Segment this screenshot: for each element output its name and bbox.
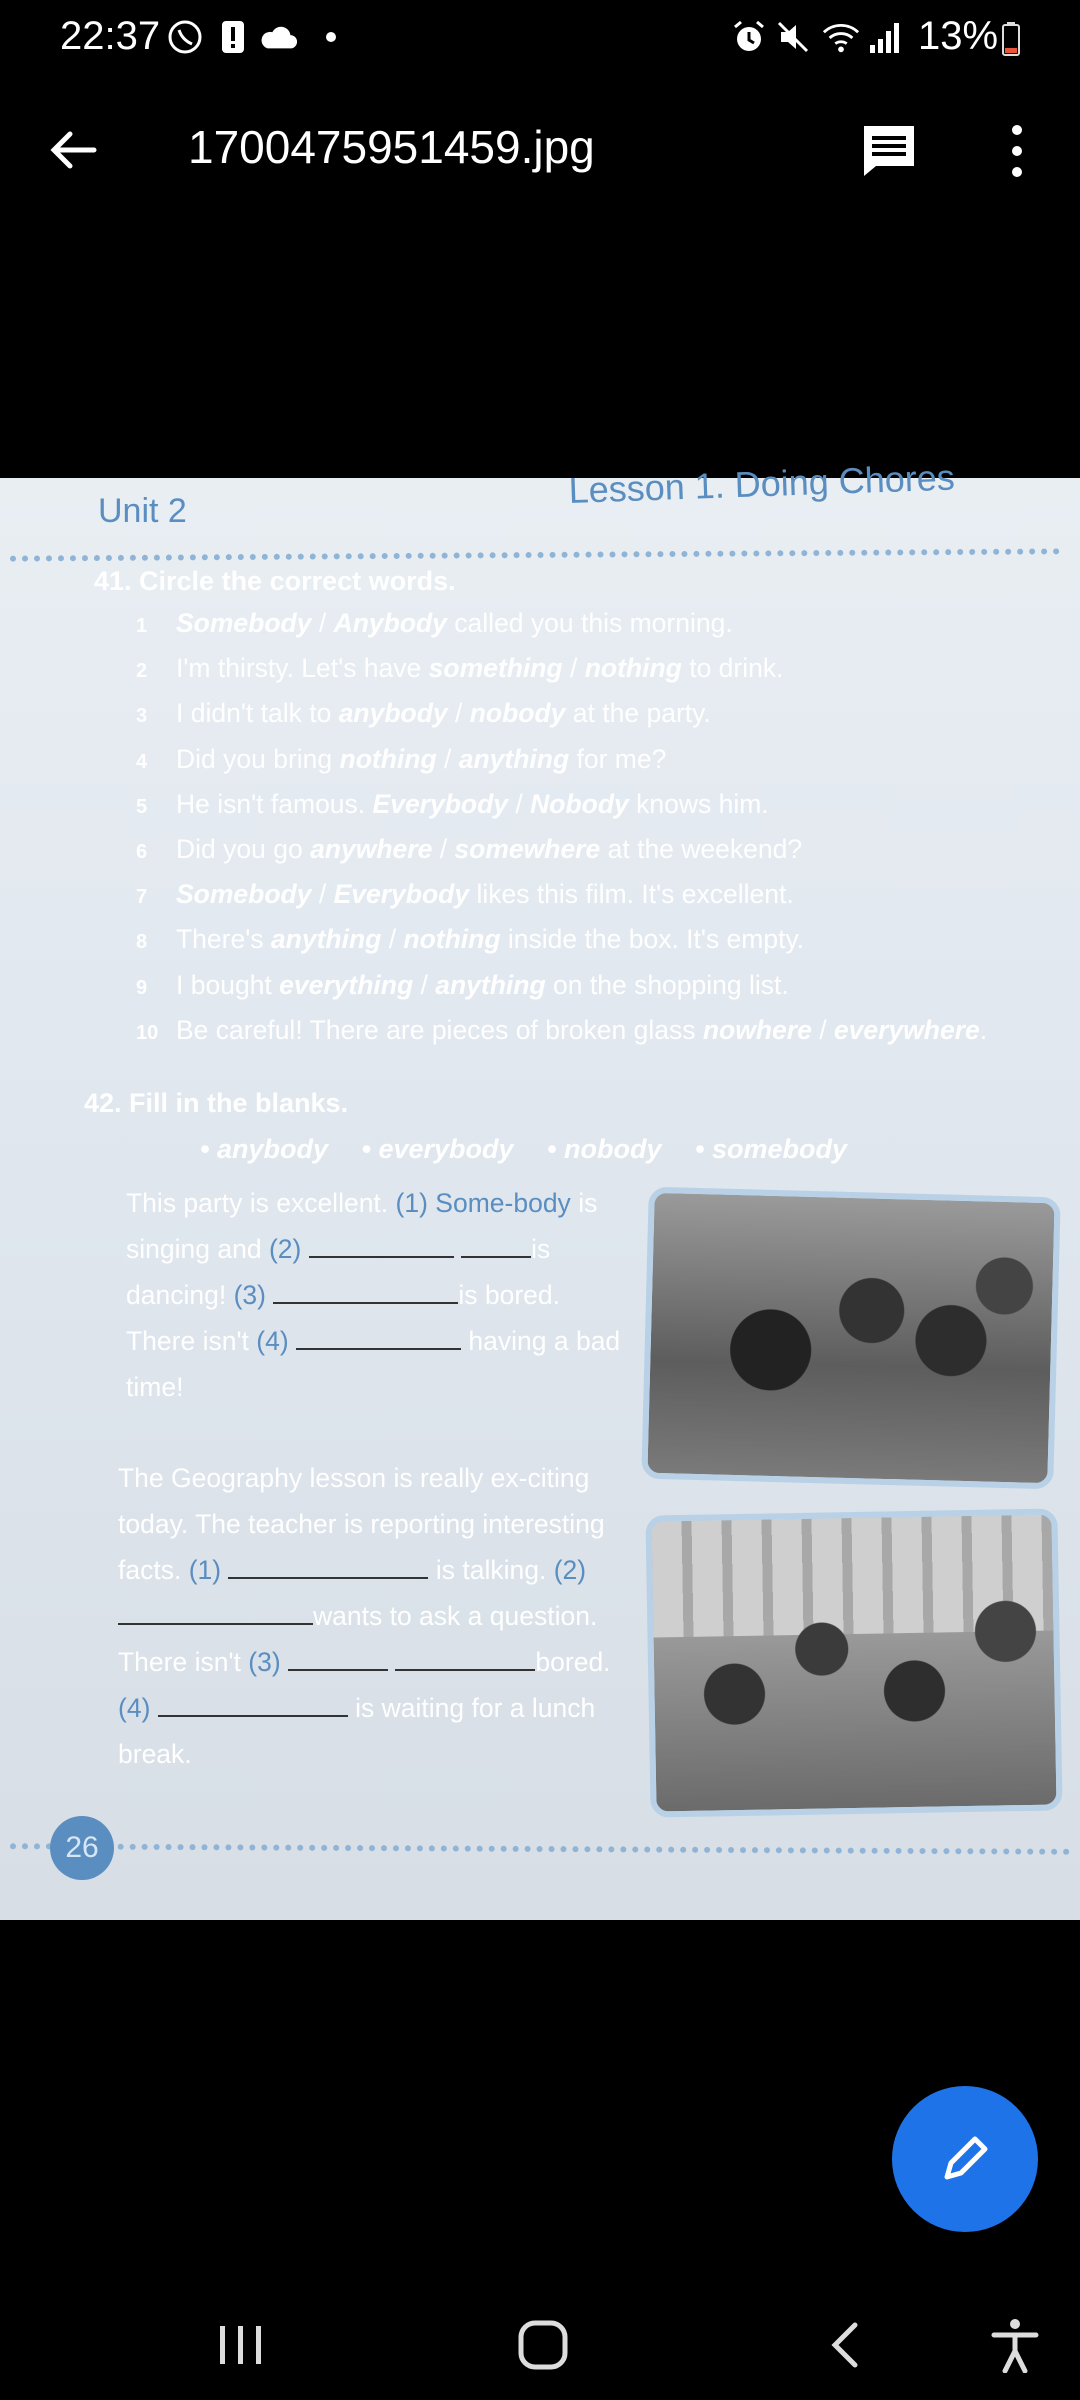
item-text: to drink. (681, 653, 784, 684)
slash: / (562, 653, 585, 684)
exercise-41-item (136, 789, 1016, 834)
blank-line (118, 1601, 313, 1625)
text: is waiting for a lunch break. (118, 1693, 596, 1769)
mute-icon (774, 18, 812, 56)
choice-b[interactable]: Everybody (333, 879, 470, 910)
more-options-icon[interactable] (1000, 120, 1034, 182)
dot-icon (312, 18, 350, 56)
choice-b[interactable]: anything (435, 969, 546, 1000)
exercise-41-item (136, 1015, 1016, 1060)
item-number: 2 (136, 660, 148, 683)
wifi-icon (822, 18, 860, 56)
item-number: 4 (136, 750, 148, 773)
item-text: There's (176, 924, 271, 955)
choice-b[interactable]: Nobody (530, 788, 629, 819)
choice-a[interactable]: anything (270, 924, 382, 955)
comment-icon[interactable] (860, 122, 918, 180)
slash: / (432, 833, 455, 864)
choice-b[interactable]: anything (458, 743, 570, 774)
exercise-41-item (136, 744, 1016, 789)
choice-b[interactable]: somewhere (454, 833, 601, 864)
item-text: Be careful! There are pieces of broken glass (176, 1014, 703, 1045)
blank-line (395, 1647, 535, 1671)
exercise-41-title: 41. Circle the correct words. (94, 566, 456, 596)
item-text: for me? (569, 743, 667, 774)
viber-icon (166, 18, 204, 56)
slash: / (436, 743, 459, 774)
blank-number: (2) (553, 1555, 587, 1585)
exercise-41-list (136, 608, 1016, 1060)
blank-number: (2) (268, 1234, 302, 1264)
file-title: 1700475951459.jpg (188, 121, 595, 173)
back-nav-icon[interactable] (810, 2310, 880, 2380)
alarm-icon (730, 18, 768, 56)
item-text: on the shopping list. (545, 969, 789, 1000)
item-number: 10 (136, 1021, 159, 1044)
item-text: I bought (176, 969, 280, 1000)
slash: / (413, 969, 436, 1000)
text: bored. (535, 1647, 611, 1677)
item-text: inside the box. It's empty. (500, 924, 805, 955)
battery-percent: 13% (918, 14, 999, 58)
slash: / (508, 788, 531, 819)
word-bank-item: • nobody (547, 1134, 662, 1164)
item-number: 3 (136, 705, 148, 728)
item-text: Did you go (176, 833, 311, 864)
choice-a[interactable]: everything (279, 969, 414, 1000)
item-number: 5 (136, 795, 148, 818)
blank-line (228, 1555, 428, 1579)
choice-a[interactable]: nothing (339, 743, 437, 774)
choice-b[interactable]: Anybody (333, 608, 447, 638)
blank-number: (1) (188, 1555, 222, 1585)
slash: / (381, 924, 404, 955)
choice-a[interactable]: something (428, 653, 563, 684)
item-text: likes this film. It's excellent. (469, 879, 794, 910)
text: is talking. (435, 1555, 547, 1585)
word-bank-item: • anybody (200, 1134, 328, 1164)
status-time: 22:37 (60, 14, 161, 58)
word-bank-item: • somebody (695, 1134, 847, 1164)
blank-number: (1) (395, 1188, 428, 1218)
exercise-41-item (136, 924, 1016, 969)
item-text: knows him. (628, 788, 769, 819)
home-icon[interactable] (508, 2310, 578, 2380)
choice-b[interactable]: everywhere (833, 1014, 980, 1045)
exercise-42-title: 42. Fill in the blanks. (84, 1088, 349, 1118)
blank-number: (3) (233, 1280, 266, 1310)
exercise-41-item (136, 879, 1016, 924)
text: This party is excellent. (126, 1188, 389, 1218)
geography-paragraph (118, 1455, 613, 1777)
exercise-41-item (136, 698, 1016, 743)
item-text: at the weekend? (600, 833, 803, 864)
cloud-icon (260, 18, 298, 56)
page-number: 26 (50, 1816, 114, 1880)
choice-a[interactable]: anybody (338, 698, 448, 729)
lesson-label: Lesson 1. Doing Chores (568, 456, 956, 511)
item-text: Did you bring (176, 743, 340, 774)
exercise-41-item (136, 970, 1016, 1015)
blank-line (158, 1693, 348, 1717)
item-number: 6 (136, 840, 148, 863)
choice-a[interactable]: Somebody (176, 879, 312, 910)
text: is dancing! (126, 1234, 551, 1310)
choice-b[interactable]: nobody (469, 698, 566, 729)
blank-line (296, 1326, 461, 1350)
item-text: called you this morning. (446, 608, 733, 638)
blank-line (288, 1647, 388, 1671)
choice-a[interactable]: nowhere (702, 1014, 812, 1045)
exercise-41-item (136, 653, 1016, 698)
choice-b[interactable]: nothing (403, 924, 501, 955)
classroom-illustration (645, 1508, 1062, 1817)
item-number: 8 (136, 931, 148, 954)
unit-label: Unit 2 (98, 492, 187, 530)
party-illustration (641, 1187, 1061, 1490)
choice-b[interactable]: nothing (584, 653, 682, 684)
item-text: . (979, 1014, 988, 1045)
pencil-icon (935, 2129, 995, 2189)
sample-answer: Some-body (435, 1188, 571, 1218)
item-text: I didn't talk to (176, 698, 339, 729)
item-number: 1 (136, 615, 148, 637)
signal-icon (866, 18, 904, 56)
item-text: I'm thirsty. Let's have (176, 653, 429, 684)
exercise-41-item (136, 608, 1016, 653)
text: is bored. There isn't (126, 1280, 560, 1356)
text: having a bad time! (126, 1326, 621, 1402)
blank-line (273, 1280, 458, 1304)
item-number: 7 (136, 886, 148, 909)
slash: / (811, 1014, 834, 1045)
item-text: at the party. (565, 698, 711, 729)
word-bank (200, 1134, 873, 1165)
blank-number: (4) (118, 1693, 151, 1723)
item-number: 9 (136, 976, 148, 999)
item-text: He isn't famous. (176, 788, 373, 819)
slash: / (311, 608, 334, 638)
exercise-41-item (136, 834, 1016, 879)
blank-line (461, 1234, 531, 1258)
accessibility-icon[interactable] (980, 2310, 1050, 2380)
blank-line (309, 1234, 454, 1258)
text: is singing and (126, 1188, 598, 1264)
text: wants to ask a question. There isn't (118, 1601, 598, 1677)
recent-apps-icon[interactable] (206, 2310, 276, 2380)
alert-icon (214, 18, 252, 56)
edit-button[interactable] (892, 2086, 1038, 2232)
blank-number: (4) (256, 1326, 289, 1356)
blank-number: (3) (248, 1647, 281, 1677)
party-paragraph (126, 1180, 621, 1410)
choice-a[interactable]: anywhere (310, 833, 433, 864)
choice-a[interactable]: Somebody (176, 608, 312, 638)
slash: / (447, 698, 470, 729)
text: The Geography lesson is really ex-citing today. The teacher is reporting interesting facts. (118, 1463, 605, 1585)
battery-icon (1002, 22, 1020, 56)
word-bank-item: • everybody (361, 1134, 514, 1164)
slash: / (311, 879, 334, 910)
back-arrow-icon[interactable] (44, 120, 104, 180)
choice-a[interactable]: Everybody (372, 788, 509, 819)
